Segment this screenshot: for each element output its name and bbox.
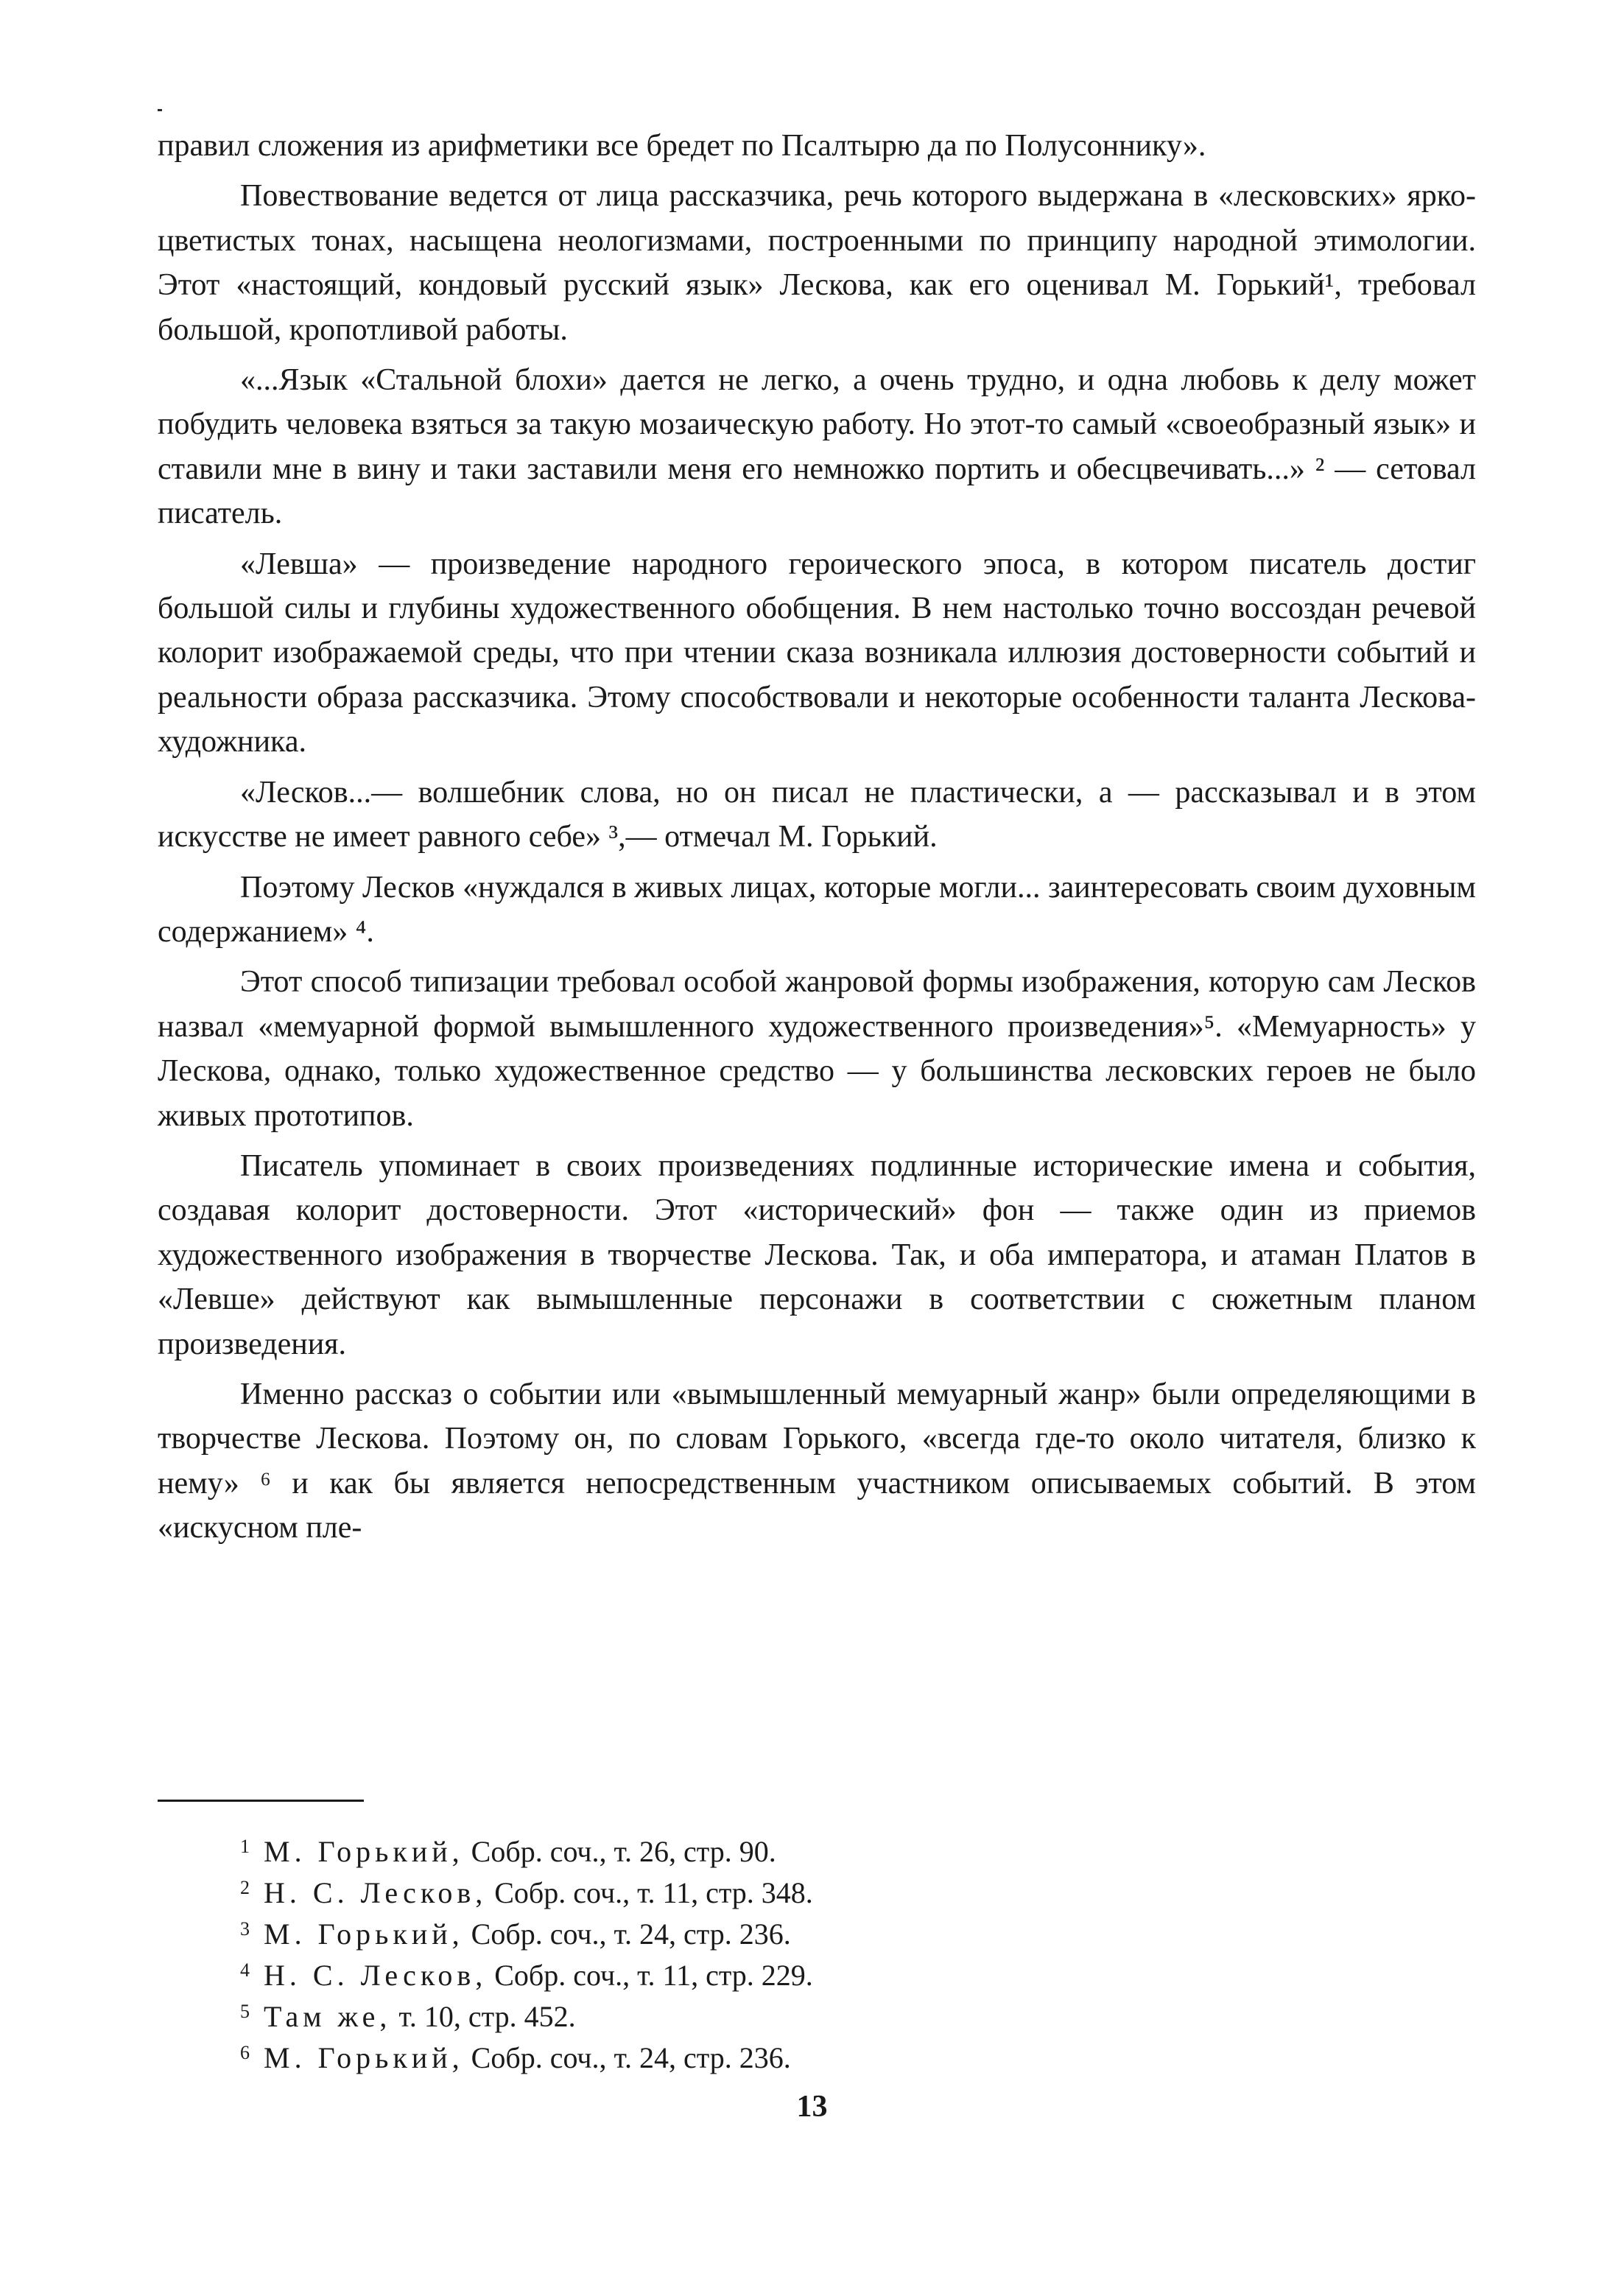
footnote-author: Н. С. Лесков, [264, 1876, 488, 1909]
paragraph-8: Писатель упоминает в своих произведениях подлинные исторические имена и события, создавая колорит достоверности. Этот «исторический» фон — также один из приемов художественного изображения в творчестве Лескова. Так, и оба императора, и атаман Платов в «Левше» действуют как вымышленные персонажи в соответствии с сюжетным планом произведения. [158, 1148, 1476, 1361]
footnote-number: 3 [240, 1918, 250, 1940]
footnote-reference: Собр. соч., т. 11, стр. 229. [487, 1959, 813, 1992]
footnote-4 [240, 1952, 1345, 1993]
footnote-divider [158, 1800, 364, 1802]
footnote-2 [240, 1870, 1345, 1911]
paragraph-7: Этот способ типизации требовал особой жанровой формы изображения, которую сам Лесков назвал «мемуарной формой вымышленного художественного произведения»⁵. «Мемуарность» у Лескова, однако, только художественное средство — у большинства лесковских героев не было живых прототипов. [158, 965, 1476, 1133]
footnote-6 [240, 2035, 1345, 2076]
footnote-author: М. Горький, [264, 2041, 464, 2074]
footnote-1 [240, 1828, 1345, 1870]
footnote-number: 2 [240, 1877, 250, 1898]
page-number: 13 [796, 2090, 828, 2124]
footnote-number: 1 [240, 1836, 250, 1857]
footnotes [240, 1828, 1345, 2076]
paragraph-6: Поэтому Лесков «нуждался в живых лицах, которые могли... заинтересовать своим духовным содержанием» ⁴. [158, 870, 1476, 949]
footnote-reference: Собр. соч., т. 11, стр. 348. [487, 1876, 813, 1909]
paragraph-5: «Лесков...— волшебник слова, но он писал не пластически, а — рассказывал и в этом искусстве не имеет равного себе» ³,— отмечал М. Горький. [158, 775, 1476, 854]
paragraph-9: Именно рассказ о событии или «вымышленный мемуарный жанр» были определяющими в творчестве Лескова. Поэтому он, по словам Горького, «всегда где-то около читателя, близко к нему» ⁶ и как бы является непосредственным участником описываемых событий. В этом «искусном пле- [158, 1377, 1476, 1545]
footnote-3 [240, 1911, 1345, 1952]
footnote-reference: Собр. соч., т. 24, стр. 236. [463, 2041, 791, 2074]
footnote-author: Там же, [264, 2000, 392, 2033]
paragraph-2: Повествование ведется от лица рассказчика, речь которого выдержана в «лесковских» ярко-цветистых тонах, насыщена неологизмами, построенными по принципу народной этимологии. Этот «настоящий, кондовый русский язык» Лескова, как его оценивал М. Горький¹, требовал большой, кропотливой работы. [158, 179, 1476, 347]
footnote-reference: Собр. соч., т. 26, стр. 90. [463, 1835, 776, 1868]
footnote-number: 5 [240, 2001, 250, 2022]
paragraph-4: «Левша» — произведение народного героического эпоса, в котором писатель достиг большой силы и глубины художественного обобщения. В нем настолько точно воссоздан речевой колорит изображаемой среды, что при чтении сказа возникала иллюзия достоверности событий и реальности образа рассказчика. Этому способствовали и некоторые особенности таланта Лескова-художника. [158, 547, 1476, 759]
footnote-author: М. Горький, [264, 1835, 464, 1868]
footnote-reference: Собр. соч., т. 24, стр. 236. [463, 1917, 791, 1951]
print-speck [158, 109, 162, 111]
footnote-author: М. Горький, [264, 1917, 464, 1951]
footnote-author: Н. С. Лесков, [264, 1959, 488, 1992]
footnote-number: 4 [240, 1959, 250, 1981]
paragraph-3: «...Язык «Стальной блохи» дается не легко, а очень трудно, и одна любовь к делу может побудить человека взяться за такую мозаическую работу. Но этот-то самый «своеобразный язык» и ставили мне в вину и таки заставили меня его немножко портить и обесцвечивать...» ² — сетовал писатель. [158, 363, 1476, 531]
footnote-number: 6 [240, 2042, 250, 2063]
main-text [158, 124, 1476, 1556]
paragraph-1: правил сложения из арифметики все бредет по Псалтырю да по Полусоннику». [158, 129, 1206, 163]
footnote-5 [240, 1993, 1345, 2035]
footnote-reference: т. 10, стр. 452. [391, 2000, 576, 2033]
